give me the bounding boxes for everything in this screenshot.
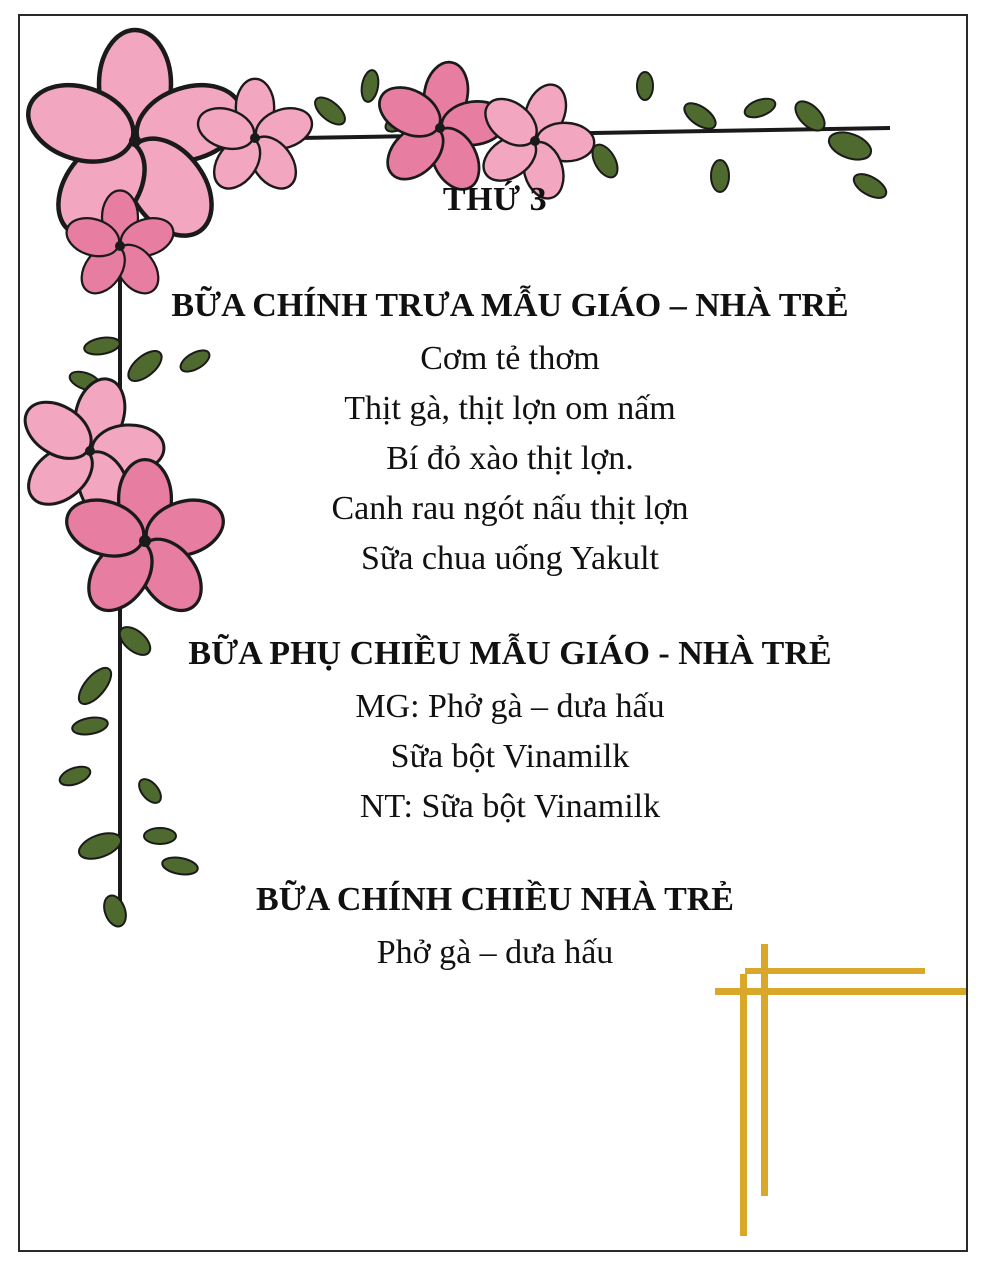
menu-section-lunch	[20, 278, 968, 584]
menu-item: Bí đỏ xào thịt lợn.	[386, 440, 634, 477]
menu-item: Phở gà – dưa hấu	[376, 934, 614, 971]
menu-item: MG: Phở gà – dưa hấu	[355, 688, 665, 725]
menu-item: Cơm tẻ thơm	[420, 340, 600, 377]
section-heading: BỮA CHÍNH TRƯA MẪU GIÁO – NHÀ TRẺ	[171, 287, 849, 324]
menu-item: Thịt gà, thịt lợn om nấm	[344, 390, 676, 427]
menu-item: Sữa bột Vinamilk	[390, 738, 630, 775]
menu-item: Sữa chua uống Yakult	[361, 540, 659, 577]
menu-item: NT: Sữa bột Vinamilk	[359, 788, 661, 825]
menu-section-afternoon-main	[20, 872, 968, 978]
section-heading: BỮA CHÍNH CHIỀU NHÀ TRẺ	[256, 881, 734, 918]
gold-corner-frame-icon	[715, 944, 967, 1236]
day-title: THỨ 3	[442, 181, 548, 218]
menu-section-afternoon-snack	[20, 626, 968, 832]
section-heading: BỮA PHỤ CHIỀU MẪU GIÁO - NHÀ TRẺ	[188, 635, 832, 672]
menu-item: Canh rau ngót nấu thịt lợn	[331, 490, 689, 527]
page-frame	[18, 14, 968, 1252]
